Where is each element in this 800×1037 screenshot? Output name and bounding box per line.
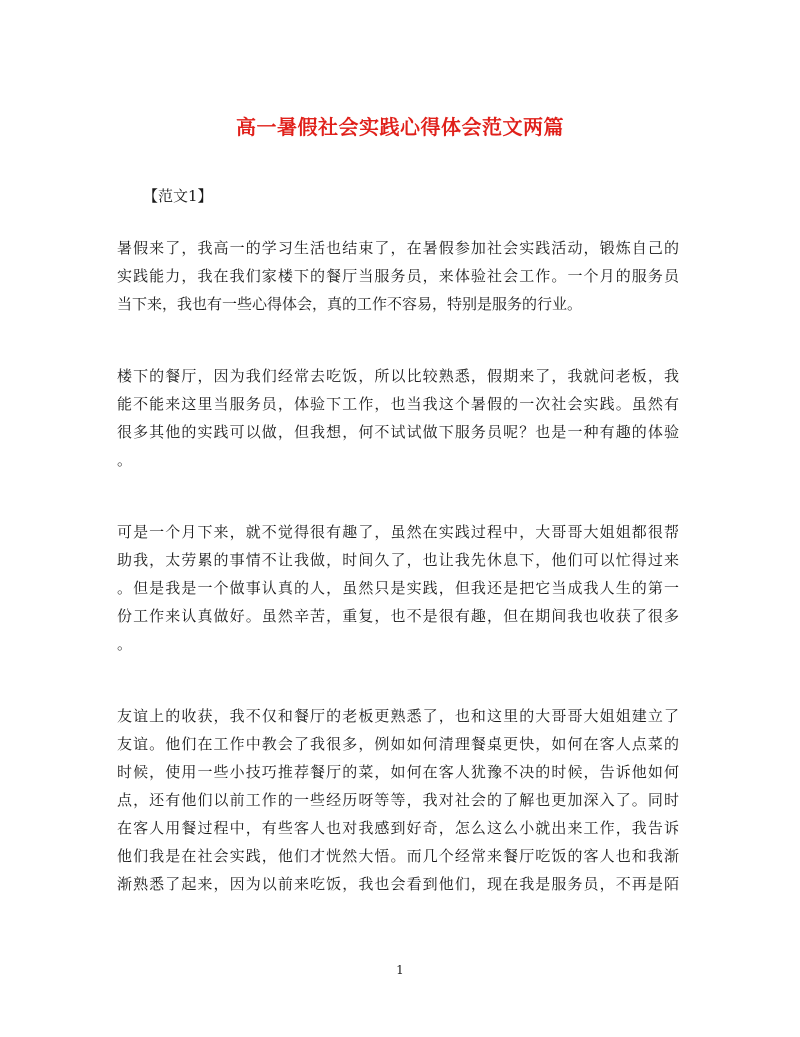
paragraph-line: 能不能来这里当服务员，体验下工作，也当我这个暑假的一次社会实践。虽然有 [117, 395, 679, 413]
paragraph-1 [117, 234, 679, 318]
paragraph-3 [117, 518, 679, 658]
paragraph-line: 。 [117, 451, 133, 469]
paragraph-line: 在客人用餐过程中，有些客人也对我感到好奇，怎么这么小就出来工作，我告诉 [117, 819, 679, 837]
page-number: 1 [396, 963, 404, 977]
paragraph-line: 。 [117, 635, 133, 653]
paragraph-line: 当下来，我也有一些心得体会，真的工作不容易，特别是服务的行业。 [117, 295, 583, 313]
paragraph-line: 助我，太劳累的事情不让我做，时间久了，也让我先休息下，他们可以忙得过来 [117, 551, 679, 569]
document-title: 高一暑假社会实践心得体会范文两篇 [236, 115, 564, 139]
paragraph-line: 时候，使用一些小技巧推荐餐厅的菜，如何在客人犹豫不决的时候，告诉他如何 [117, 763, 679, 781]
section-label: 【范文1】 [143, 187, 213, 205]
paragraph-2 [117, 362, 679, 474]
paragraph-line: 他们我是在社会实践，他们才恍然大悟。而几个经常来餐厅吃饭的客人也和我渐 [117, 847, 679, 865]
paragraph-line: 友谊。他们在工作中教会了我很多，例如如何清理餐桌更快，如何在客人点菜的 [117, 735, 679, 753]
paragraph-line: 很多其他的实践可以做，但我想，何不试试做下服务员呢？也是一种有趣的体验 [117, 423, 679, 441]
paragraph-line: 点，还有他们以前工作的一些经历呀等等，我对社会的了解也更加深入了。同时 [117, 791, 679, 809]
paragraph-line: 可是一个月下来，就不觉得很有趣了，虽然在实践过程中，大哥哥大姐姐都很帮 [117, 523, 679, 541]
paragraph-line: 暑假来了，我高一的学习生活也结束了，在暑假参加社会实践活动，锻炼自己的 [117, 239, 679, 257]
paragraph-line: 楼下的餐厅，因为我们经常去吃饭，所以比较熟悉，假期来了，我就问老板，我 [117, 367, 679, 385]
paragraph-line: 渐熟悉了起来，因为以前来吃饭，我也会看到他们，现在我是服务员，不再是陌 [117, 875, 679, 893]
paragraph-line: 实践能力，我在我们家楼下的餐厅当服务员，来体验社会工作。一个月的服务员 [117, 267, 679, 285]
paragraph-4 [117, 702, 679, 898]
paragraph-line: 。但是我是一个做事认真的人，虽然只是实践，但我还是把它当成我人生的第一 [117, 579, 679, 597]
paragraph-line: 友谊上的收获，我不仅和餐厅的老板更熟悉了，也和这里的大哥哥大姐姐建立了 [117, 707, 679, 725]
paragraph-line: 份工作来认真做好。虽然辛苦，重复，也不是很有趣，但在期间我也收获了很多 [117, 607, 679, 625]
